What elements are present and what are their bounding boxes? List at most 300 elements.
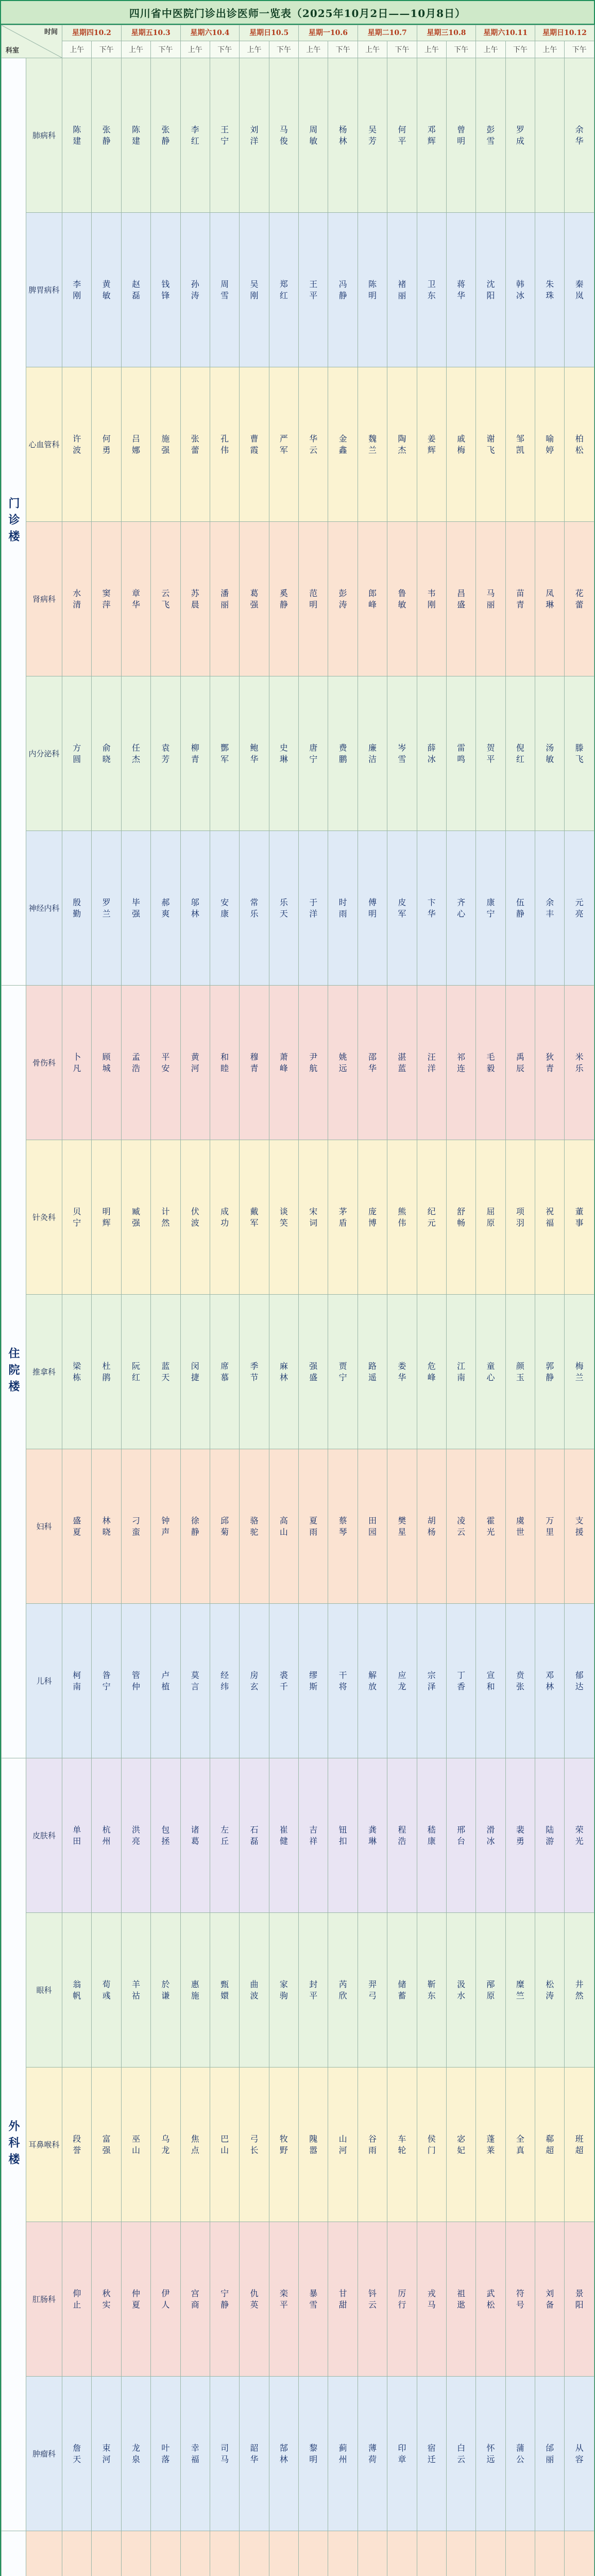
- doctor-cell: [446, 2067, 475, 2222]
- doctor-name: 曹霞: [250, 433, 259, 455]
- doctor-cell: [151, 2377, 180, 2531]
- doctor-cell: [92, 58, 121, 213]
- doctor-name: 柳青: [191, 742, 199, 764]
- doctor-name: 韦刚: [427, 588, 436, 609]
- doctor-name: 费鹏: [338, 742, 347, 764]
- doctor-name: 谷雨: [368, 2133, 377, 2155]
- doctor-name: 计然: [161, 1206, 170, 1228]
- doctor-name: 符号: [516, 2288, 524, 2310]
- doctor-name: 邱菊: [220, 1515, 229, 1537]
- doctor-cell: [417, 2531, 446, 2576]
- doctor-cell: [62, 58, 92, 213]
- doctor-name: 仇英: [250, 2288, 259, 2310]
- doctor-name: 惠施: [191, 1979, 199, 2001]
- doctor-name: 雷鸣: [457, 742, 466, 764]
- doctor-name: 虞世: [516, 1515, 524, 1537]
- dept-name: 肾病科: [26, 522, 62, 676]
- doctor-cell: [299, 2067, 328, 2222]
- doctor-name: 喻婷: [546, 433, 554, 455]
- doctor-cell: [210, 831, 239, 986]
- doctor-name: 芮欣: [338, 1979, 347, 2001]
- doctor-cell: [417, 1295, 446, 1449]
- doctor-cell: [535, 2531, 565, 2576]
- doctor-cell: [328, 213, 358, 367]
- doctor-name: 酆军: [220, 742, 229, 764]
- doctor-cell: [210, 2377, 239, 2531]
- doctor-cell: [358, 831, 387, 986]
- doctor-cell: [299, 2531, 328, 2576]
- morning-header: 上午: [299, 41, 328, 58]
- afternoon-header: 下午: [151, 41, 180, 58]
- doctor-cell: [565, 1449, 594, 1604]
- doctor-cell: [358, 1295, 387, 1449]
- doctor-name: 莫言: [191, 1670, 199, 1691]
- doctor-name: 霍光: [486, 1515, 495, 1537]
- doctor-name: 刁蛮: [131, 1515, 140, 1537]
- doctor-name: 庞博: [368, 1206, 377, 1228]
- schedule-row: [2, 1758, 594, 1913]
- doctor-cell: [535, 2377, 565, 2531]
- doctor-cell: [328, 2531, 358, 2576]
- doctor-name: 李刚: [73, 279, 81, 300]
- dept-name: 肿瘤科: [26, 2377, 62, 2531]
- doctor-name: 陈建: [131, 124, 140, 146]
- doctor-cell: [446, 58, 475, 213]
- doctor-cell: [92, 1295, 121, 1449]
- doctor-cell: [92, 1758, 121, 1913]
- doctor-cell: [210, 58, 239, 213]
- doctor-cell: [358, 1449, 387, 1604]
- doctor-cell: [446, 1449, 475, 1604]
- doctor-cell: [328, 831, 358, 986]
- schedule-row: [2, 213, 594, 367]
- doctor-name: 仰止: [73, 2288, 81, 2310]
- doctor-cell: [505, 522, 535, 676]
- doctor-name: 平安: [161, 1052, 170, 1073]
- doctor-cell: [535, 1913, 565, 2067]
- day-header: 星期日10.5: [240, 25, 299, 41]
- doctor-cell: [565, 676, 594, 831]
- doctor-name: 凤琳: [546, 588, 554, 609]
- doctor-name: 张静: [161, 124, 170, 146]
- doctor-name: 蓝天: [161, 1361, 170, 1382]
- doctor-cell: [505, 58, 535, 213]
- doctor-name: 管仲: [131, 1670, 140, 1691]
- doctor-name: 黄河: [191, 1052, 199, 1073]
- doctor-cell: [180, 2531, 210, 2576]
- doctor-name: 干将: [338, 1670, 347, 1691]
- doctor-cell: [535, 522, 565, 676]
- doctor-cell: [387, 1604, 417, 1758]
- doctor-cell: [299, 522, 328, 676]
- doctor-cell: [417, 58, 446, 213]
- doctor-cell: [92, 213, 121, 367]
- doctor-name: 山河: [338, 2133, 347, 2155]
- doctor-cell: [476, 1758, 505, 1913]
- doctor-name: 安康: [220, 897, 229, 919]
- doctor-cell: [299, 58, 328, 213]
- doctor-cell: [180, 213, 210, 367]
- doctor-name: 孙涛: [191, 279, 199, 300]
- doctor-name: 伊人: [161, 2288, 170, 2310]
- doctor-name: 邢台: [457, 1824, 466, 1846]
- doctor-cell: [240, 1140, 269, 1295]
- doctor-name: 贲张: [516, 1670, 524, 1691]
- doctor-cell: [476, 676, 505, 831]
- doctor-name: 葛强: [250, 588, 259, 609]
- doctor-name: 包拯: [161, 1824, 170, 1846]
- doctor-cell: [269, 1758, 298, 1913]
- doctor-cell: [565, 58, 594, 213]
- doctor-name: 经纬: [220, 1670, 229, 1691]
- doctor-cell: [210, 1758, 239, 1913]
- day-header: 星期日10.12: [535, 25, 594, 41]
- doctor-cell: [299, 1913, 328, 2067]
- doctor-name: 荀彧: [102, 1979, 111, 2001]
- doctor-cell: [535, 1758, 565, 1913]
- doctor-cell: [62, 1604, 92, 1758]
- afternoon-header: 下午: [387, 41, 417, 58]
- day-header: 星期三10.8: [417, 25, 476, 41]
- doctor-name: 吴刚: [250, 279, 259, 300]
- doctor-name: 尹航: [309, 1052, 318, 1073]
- doctor-name: 姚远: [338, 1052, 347, 1073]
- doctor-name: 湛蓝: [398, 1052, 406, 1073]
- doctor-name: 滑冰: [486, 1824, 495, 1846]
- doctor-cell: [387, 2531, 417, 2576]
- doctor-cell: [476, 1604, 505, 1758]
- doctor-cell: [151, 1913, 180, 2067]
- doctor-name: 刘备: [546, 2288, 554, 2310]
- morning-header: 上午: [180, 41, 210, 58]
- doctor-name: 颜玉: [516, 1361, 524, 1382]
- dept-name: 肛肠科: [26, 2222, 62, 2377]
- doctor-name: 汤敏: [546, 742, 554, 764]
- doctor-cell: [446, 367, 475, 522]
- doctor-cell: [387, 213, 417, 367]
- doctor-name: 陆游: [546, 1824, 554, 1846]
- doctor-name: 宣和: [486, 1670, 495, 1691]
- doctor-cell: [210, 676, 239, 831]
- doctor-name: 苗青: [516, 588, 524, 609]
- doctor-cell: [151, 58, 180, 213]
- doctor-cell: [180, 522, 210, 676]
- doctor-name: 梁栋: [73, 1361, 81, 1382]
- doctor-name: 屈原: [486, 1206, 495, 1228]
- doctor-name: 马俊: [279, 124, 288, 146]
- doctor-name: 谢飞: [486, 433, 495, 455]
- doctor-name: 俞晓: [102, 742, 111, 764]
- doctor-cell: [358, 2531, 387, 2576]
- doctor-cell: [92, 831, 121, 986]
- doctor-cell: [151, 2531, 180, 2576]
- doctor-name: 危峰: [427, 1361, 436, 1382]
- doctor-cell: [446, 1295, 475, 1449]
- doctor-name: 禹辰: [516, 1052, 524, 1073]
- building-label: 外科楼: [2, 1758, 26, 2531]
- doctor-name: 萧峰: [279, 1052, 288, 1073]
- doctor-name: 鲍华: [250, 742, 259, 764]
- doctor-name: 房玄: [250, 1670, 259, 1691]
- doctor-name: 周雪: [220, 279, 229, 300]
- doctor-name: 张静: [102, 124, 111, 146]
- doctor-name: 卢植: [161, 1670, 170, 1691]
- doctor-name: 严军: [279, 433, 288, 455]
- doctor-cell: [358, 213, 387, 367]
- doctor-cell: [121, 1449, 150, 1604]
- doctor-name: 皮军: [398, 897, 406, 919]
- doctor-cell: [240, 2377, 269, 2531]
- doctor-cell: [446, 1604, 475, 1758]
- morning-header: 上午: [358, 41, 387, 58]
- doctor-cell: [62, 986, 92, 1140]
- doctor-cell: [446, 676, 475, 831]
- schedule-row: [2, 1140, 594, 1295]
- doctor-cell: [269, 2067, 298, 2222]
- doctor-cell: [446, 1913, 475, 2067]
- dept-name: 内分泌科: [26, 676, 62, 831]
- doctor-name: 赵磊: [131, 279, 140, 300]
- doctor-name: 武松: [486, 2288, 495, 2310]
- doctor-cell: [417, 1140, 446, 1295]
- doctor-cell: [62, 1449, 92, 1604]
- doctor-cell: [299, 1604, 328, 1758]
- doctor-cell: [269, 1449, 298, 1604]
- doctor-cell: [210, 2531, 239, 2576]
- doctor-name: 薄荷: [368, 2443, 377, 2464]
- doctor-name: 杜鹃: [102, 1361, 111, 1382]
- doctor-cell: [151, 2222, 180, 2377]
- doctor-cell: [565, 2067, 594, 2222]
- doctor-cell: [299, 676, 328, 831]
- doctor-name: 蓬莱: [486, 2133, 495, 2155]
- day-header: 星期四10.2: [62, 25, 122, 41]
- doctor-name: 麻林: [279, 1361, 288, 1382]
- doctor-name: 季节: [250, 1361, 259, 1382]
- schedule-row: [2, 986, 594, 1140]
- doctor-name: 穆青: [250, 1052, 259, 1073]
- doctor-cell: [505, 986, 535, 1140]
- doctor-cell: [535, 58, 565, 213]
- doctor-cell: [535, 213, 565, 367]
- doctor-name: 康宁: [486, 897, 495, 919]
- doctor-name: 阮红: [131, 1361, 140, 1382]
- doctor-cell: [565, 1913, 594, 2067]
- doctor-cell: [387, 986, 417, 1140]
- doctor-cell: [565, 2222, 594, 2377]
- doctor-cell: [121, 676, 150, 831]
- doctor-cell: [121, 213, 150, 367]
- doctor-name: 石磊: [250, 1824, 259, 1846]
- schedule-row: [2, 2222, 594, 2377]
- doctor-name: 廉洁: [368, 742, 377, 764]
- doctor-name: 裘千: [279, 1670, 288, 1691]
- doctor-name: 丁香: [457, 1670, 466, 1691]
- doctor-cell: [121, 522, 150, 676]
- doctor-name: 於谦: [161, 1979, 170, 2001]
- doctor-name: 夏雨: [309, 1515, 318, 1537]
- doctor-cell: [505, 1758, 535, 1913]
- dept-name: 神经内科: [26, 831, 62, 986]
- doctor-cell: [92, 522, 121, 676]
- doctor-cell: [269, 213, 298, 367]
- doctor-cell: [299, 986, 328, 1140]
- doctor-name: 束河: [102, 2443, 111, 2464]
- doctor-name: 纪元: [427, 1206, 436, 1228]
- doctor-cell: [62, 367, 92, 522]
- doctor-cell: [476, 1449, 505, 1604]
- doctor-cell: [476, 58, 505, 213]
- doctor-name: 邵华: [368, 1052, 377, 1073]
- doctor-name: 封平: [309, 1979, 318, 2001]
- doctor-name: 蔡琴: [338, 1515, 347, 1537]
- doctor-name: 娄华: [398, 1361, 406, 1382]
- doctor-name: 施强: [161, 433, 170, 455]
- doctor-name: 曾明: [457, 124, 466, 146]
- day-header: 星期六10.4: [180, 25, 240, 41]
- doctor-name: 钭云: [368, 2288, 377, 2310]
- doctor-cell: [210, 1913, 239, 2067]
- doctor-name: 隗嚣: [309, 2133, 318, 2155]
- doctor-name: 戎马: [427, 2288, 436, 2310]
- doctor-cell: [387, 2222, 417, 2377]
- doctor-name: 和睦: [220, 1052, 229, 1073]
- morning-header: 上午: [535, 41, 565, 58]
- doctor-cell: [62, 2067, 92, 2222]
- schedule-row: [2, 367, 594, 522]
- doctor-name: 方圆: [73, 742, 81, 764]
- doctor-cell: [328, 2222, 358, 2377]
- doctor-cell: [417, 2377, 446, 2531]
- doctor-cell: [476, 831, 505, 986]
- schedule-row: [2, 1604, 594, 1758]
- doctor-name: 韶华: [250, 2443, 259, 2464]
- dept-name: 耳鼻喉科: [26, 2067, 62, 2222]
- doctor-name: 董事: [575, 1206, 584, 1228]
- doctor-cell: [240, 676, 269, 831]
- doctor-cell: [210, 2222, 239, 2377]
- doctor-cell: [240, 58, 269, 213]
- doctor-cell: [565, 522, 594, 676]
- doctor-name: 胡杨: [427, 1515, 436, 1537]
- doctor-cell: [92, 2222, 121, 2377]
- doctor-cell: [269, 367, 298, 522]
- doctor-name: 薛冰: [427, 742, 436, 764]
- doctor-cell: [387, 831, 417, 986]
- doctor-cell: [358, 58, 387, 213]
- doctor-cell: [269, 1604, 298, 1758]
- doctor-name: 褚丽: [398, 279, 406, 300]
- doctor-cell: [328, 1604, 358, 1758]
- doctor-cell: [328, 676, 358, 831]
- doctor-name: 仲夏: [131, 2288, 140, 2310]
- doctor-name: 裴勇: [516, 1824, 524, 1846]
- doctor-cell: [535, 1604, 565, 1758]
- day-header: 星期一10.6: [299, 25, 358, 41]
- schedule-row: [2, 2377, 594, 2531]
- doctor-name: 贺平: [486, 742, 495, 764]
- doctor-cell: [210, 1295, 239, 1449]
- doctor-cell: [269, 1913, 298, 2067]
- doctor-cell: [121, 1140, 150, 1295]
- doctor-name: 厉行: [398, 2288, 406, 2310]
- doctor-name: 凌云: [457, 1515, 466, 1537]
- doctor-name: 史琳: [279, 742, 288, 764]
- morning-header: 上午: [62, 41, 92, 58]
- doctor-name: 杨林: [338, 124, 347, 146]
- morning-header: 上午: [240, 41, 269, 58]
- doctor-name: 罗兰: [102, 897, 111, 919]
- doctor-cell: [210, 367, 239, 522]
- doctor-cell: [151, 676, 180, 831]
- afternoon-header: 下午: [269, 41, 298, 58]
- doctor-name: 黎明: [309, 2443, 318, 2464]
- doctor-name: 段誉: [73, 2133, 81, 2155]
- doctor-cell: [358, 676, 387, 831]
- doctor-name: 余丰: [546, 897, 554, 919]
- doctor-name: 茅盾: [338, 1206, 347, 1228]
- doctor-name: 万里: [546, 1515, 554, 1537]
- doctor-name: 江南: [457, 1361, 466, 1382]
- doctor-name: 钮扣: [338, 1824, 347, 1846]
- schedule-row: [2, 676, 594, 831]
- day-header: 星期二10.7: [358, 25, 417, 41]
- dept-name: 皮肤科: [26, 1758, 62, 1913]
- doctor-name: 伍静: [516, 897, 524, 919]
- morning-header: 上午: [417, 41, 446, 58]
- dept-name: 妇科: [26, 1449, 62, 1604]
- doctor-name: 吴芳: [368, 124, 377, 146]
- doctor-name: 巴山: [220, 2133, 229, 2155]
- doctor-cell: [269, 986, 298, 1140]
- doctor-cell: [240, 2222, 269, 2377]
- doctor-name: 唐宁: [309, 742, 318, 764]
- doctor-name: 缪斯: [309, 1670, 318, 1691]
- doctor-cell: [417, 831, 446, 986]
- doctor-cell: [387, 1913, 417, 2067]
- doctor-cell: [535, 986, 565, 1140]
- doctor-cell: [240, 986, 269, 1140]
- doctor-name: 窦萍: [102, 588, 111, 609]
- doctor-cell: [358, 1758, 387, 1913]
- doctor-name: 詹天: [73, 2443, 81, 2464]
- building-label: 门诊楼: [2, 58, 26, 986]
- doctor-cell: [446, 2222, 475, 2377]
- doctor-cell: [476, 1295, 505, 1449]
- doctor-cell: [299, 2377, 328, 2531]
- doctor-cell: [92, 1449, 121, 1604]
- doctor-cell: [180, 2377, 210, 2531]
- doctor-cell: [446, 2531, 475, 2576]
- doctor-name: 羊祜: [131, 1979, 140, 2001]
- doctor-cell: [565, 1295, 594, 1449]
- doctor-cell: [240, 1913, 269, 2067]
- doctor-name: 卫东: [427, 279, 436, 300]
- doctor-name: 孔伟: [220, 433, 229, 455]
- doctor-cell: [151, 1449, 180, 1604]
- doctor-cell: [62, 1913, 92, 2067]
- doctor-cell: [299, 1758, 328, 1913]
- doctor-cell: [505, 367, 535, 522]
- doctor-name: 黄敏: [102, 279, 111, 300]
- doctor-name: 许波: [73, 433, 81, 455]
- doctor-cell: [62, 676, 92, 831]
- doctor-cell: [565, 2377, 594, 2531]
- doctor-cell: [328, 367, 358, 522]
- afternoon-header: 下午: [446, 41, 475, 58]
- doctor-cell: [565, 213, 594, 367]
- doctor-cell: [328, 986, 358, 1140]
